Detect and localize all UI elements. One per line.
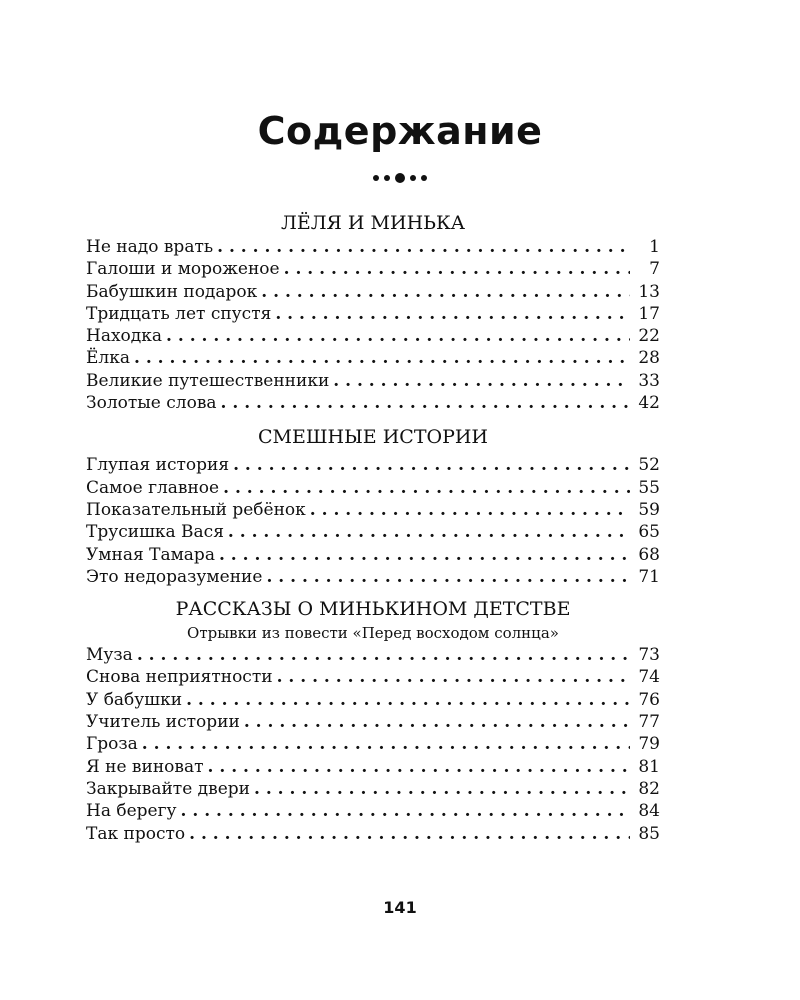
dot-leader	[217, 236, 630, 258]
entry-page: 22	[638, 326, 660, 347]
toc-entry[interactable]	[86, 566, 660, 588]
entry-page: 1	[649, 237, 660, 257]
entry-title: Великие путешественники	[86, 370, 330, 391]
entry-page: 13	[638, 281, 660, 302]
entry-page: 82	[638, 778, 660, 799]
dot-leader	[266, 566, 630, 588]
entry-page: 79	[638, 734, 660, 755]
dot-leader	[219, 544, 630, 566]
entry-page: 28	[638, 348, 660, 369]
entry-page: 17	[638, 303, 660, 324]
toc-entry[interactable]	[86, 258, 660, 280]
entry-title: Показательный ребёнок	[86, 499, 306, 520]
toc-entry[interactable]	[86, 236, 660, 258]
entry-title: Муза	[86, 645, 133, 666]
toc-entry[interactable]	[86, 800, 660, 822]
entry-title: Глупая история	[86, 455, 230, 476]
toc-entry[interactable]	[86, 521, 660, 543]
entry-title: Я не виноват	[86, 756, 204, 777]
dot-leader	[166, 325, 630, 347]
entry-page: 81	[638, 756, 660, 777]
toc-entry[interactable]	[86, 454, 660, 476]
entry-title: Трусишка Вася	[86, 522, 224, 543]
entry-title: Галоши и мороженое	[86, 259, 280, 280]
entry-title: На берегу	[86, 801, 177, 822]
dot-leader	[333, 370, 630, 392]
entry-page: 55	[638, 477, 660, 498]
dot-leader	[261, 281, 630, 303]
entry-title: Гроза	[86, 734, 138, 755]
table-of-contents	[86, 210, 660, 845]
dot-leader	[254, 778, 630, 800]
toc-entry[interactable]	[86, 347, 660, 369]
entry-page: 59	[638, 499, 660, 520]
section-subheading: Отрывки из повести «Перед восходом солнца»	[187, 624, 559, 643]
entry-page: 71	[638, 566, 660, 587]
entry-title: Ёлка	[86, 348, 130, 369]
toc-entry[interactable]	[86, 666, 660, 688]
entry-page: 73	[638, 645, 660, 666]
dot-leader	[228, 521, 630, 543]
entry-page: 84	[638, 801, 660, 822]
entry-page: 76	[638, 689, 660, 710]
ornament-dot	[421, 175, 427, 181]
entry-title: Находка	[86, 326, 163, 347]
entry-page: 74	[638, 667, 660, 688]
dot-leader	[189, 823, 630, 845]
entry-title: Так просто	[86, 823, 186, 844]
entry-title: Учитель истории	[86, 712, 240, 733]
entry-title: Тридцать лет спустя	[86, 303, 272, 324]
dot-leader	[277, 666, 630, 688]
toc-entry[interactable]	[86, 544, 660, 566]
title-ornament	[0, 172, 800, 184]
toc-entry[interactable]	[86, 689, 660, 711]
toc-entry[interactable]	[86, 823, 660, 845]
entry-title: Золотые слова	[86, 393, 217, 414]
entry-title: Закрывайте двери	[86, 778, 250, 799]
dot-leader	[284, 258, 630, 280]
ornament-dot	[373, 175, 379, 181]
dot-leader	[244, 711, 630, 733]
entry-page: 52	[638, 455, 660, 476]
dot-leader	[134, 347, 630, 369]
entry-page: 85	[638, 823, 660, 844]
toc-entry[interactable]	[86, 370, 660, 392]
section-heading: ЛЁЛЯ И МИНЬКА	[280, 212, 466, 234]
toc-entry[interactable]	[86, 392, 660, 414]
entry-page: 7	[649, 259, 660, 280]
entry-title: Снова неприятности	[86, 667, 273, 688]
toc-entry[interactable]	[86, 477, 660, 499]
entry-title: Это недоразумение	[86, 566, 263, 587]
entry-title: Бабушкин подарок	[86, 281, 258, 302]
entry-page: 77	[638, 712, 660, 733]
toc-entry[interactable]	[86, 325, 660, 347]
entry-page: 42	[638, 393, 660, 414]
toc-entry[interactable]	[86, 303, 660, 325]
toc-entry[interactable]	[86, 733, 660, 755]
dot-leader	[208, 756, 630, 778]
toc-entry[interactable]	[86, 711, 660, 733]
page-title: Содержание	[257, 109, 543, 153]
dot-leader	[275, 303, 630, 325]
toc-entry[interactable]	[86, 281, 660, 303]
toc-entry[interactable]	[86, 644, 660, 666]
toc-entry[interactable]	[86, 499, 660, 521]
entry-title: Не надо врать	[86, 237, 214, 257]
dot-leader	[223, 477, 630, 499]
entry-page: 65	[638, 522, 660, 543]
ornament-dot	[384, 175, 390, 181]
dot-leader	[181, 800, 630, 822]
ornament-dot	[395, 173, 405, 183]
dot-leader	[310, 499, 630, 521]
toc-entry[interactable]	[86, 756, 660, 778]
entry-title: У бабушки	[86, 689, 183, 710]
dot-leader	[137, 644, 630, 666]
dot-leader	[221, 392, 630, 414]
entry-page: 33	[638, 370, 660, 391]
ornament-dot	[410, 175, 416, 181]
entry-title: Самое главное	[86, 477, 220, 498]
entry-page: 68	[638, 544, 660, 565]
section-heading: СМЕШНЫЕ ИСТОРИИ	[258, 426, 488, 449]
toc-entry[interactable]	[86, 778, 660, 800]
page-number: 141	[383, 898, 417, 917]
dot-leader	[142, 733, 630, 755]
entry-title: Умная Тамара	[86, 544, 215, 565]
dot-leader	[233, 454, 630, 476]
dot-leader	[186, 689, 630, 711]
section-heading: РАССКАЗЫ О МИНЬКИНОМ ДЕТСТВЕ	[175, 598, 571, 621]
